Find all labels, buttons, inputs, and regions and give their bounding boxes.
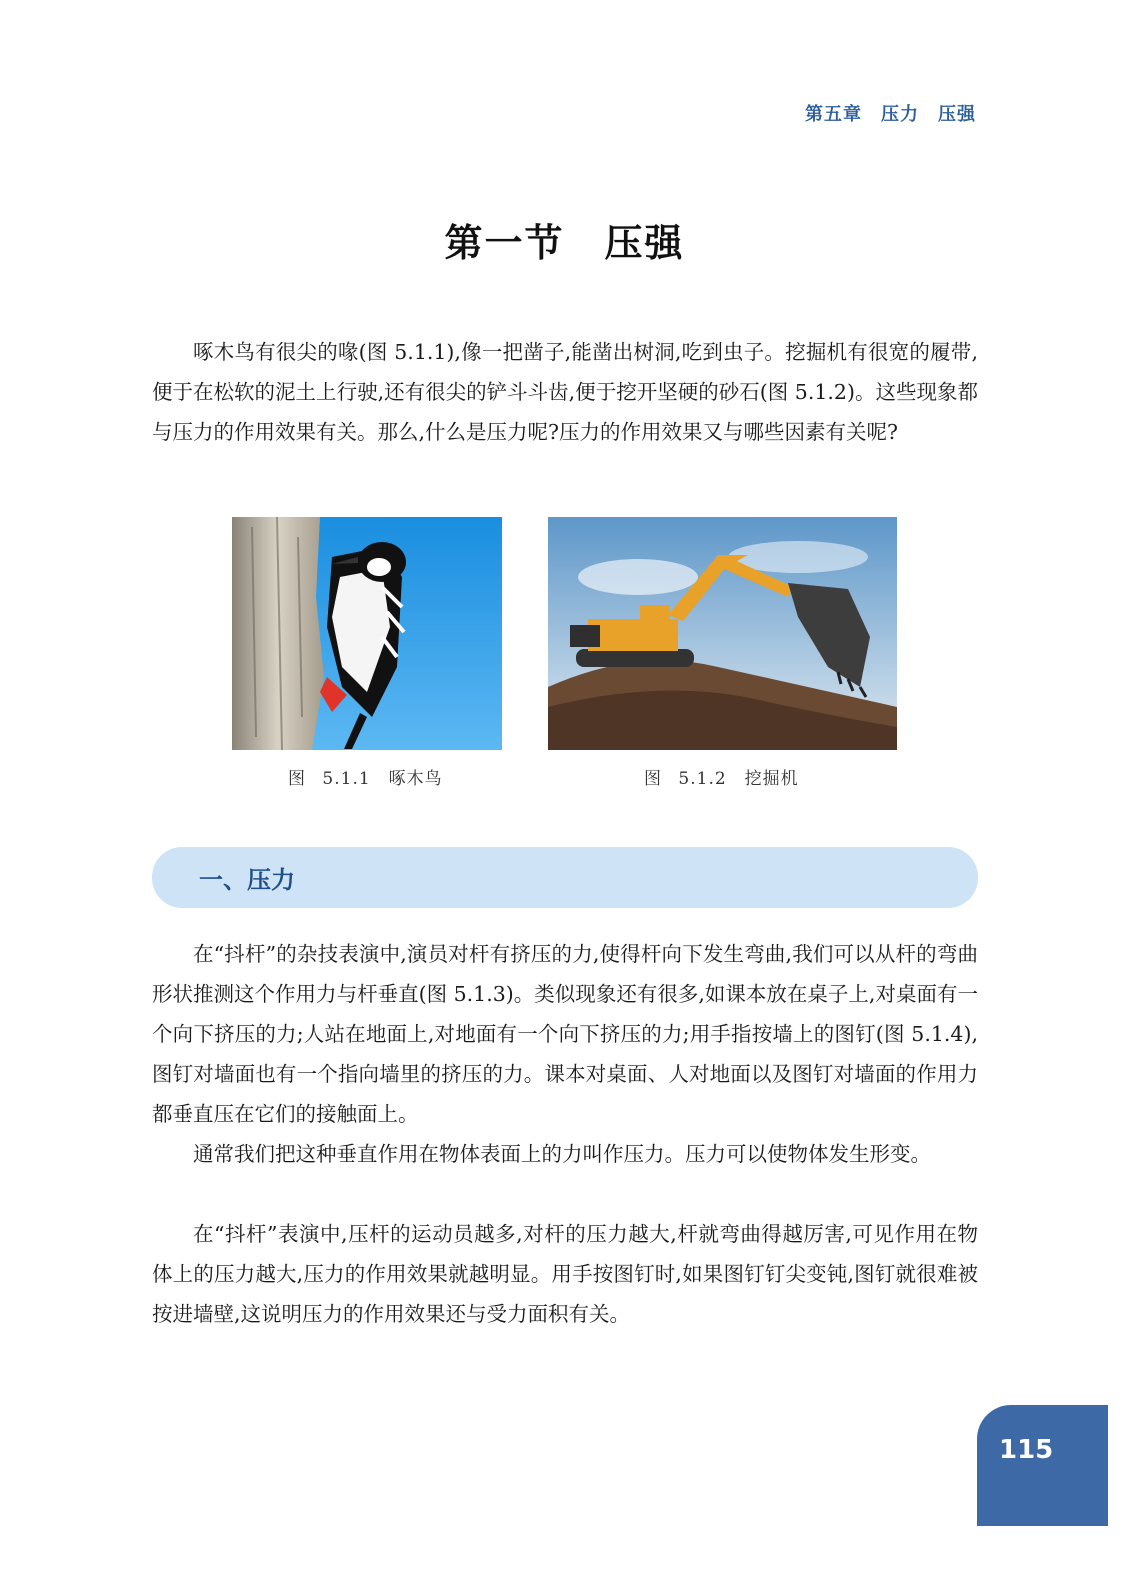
intro-paragraph: 啄木鸟有很尖的喙(图 5.1.1),像一把凿子,能凿出树洞,吃到虫子。挖掘机有很宽的履带,便于在松软的泥土上行驶,还有很尖的铲斗斗齿,便于挖开坚硬的砂石(图 5.1.2)。这些现象都与压力的作用效果有关。那么,什么是压力呢?压力的作用效果又与哪些因素有关呢? [152, 340, 978, 444]
woodpecker-photo [232, 517, 502, 750]
page-number-tab [977, 1405, 1108, 1526]
page-number: 115 [999, 1435, 1054, 1465]
section-title: 第一节 压强 [444, 221, 685, 265]
chapter-header: 第五章 压力 压强 [805, 104, 976, 125]
subsection-title: 一、压力 [199, 866, 295, 894]
excavator-photo [548, 517, 897, 750]
body-paragraph: 在“抖杆”表演中,压杆的运动员越多,对杆的压力越大,杆就弯曲得越厉害,可见作用在物体上的压力越大,压力的作用效果就越明显。用手按图钉时,如果图钉钉尖变钝,图钉就很难被按进墙壁,这说明压力的作用效果还与受力面积有关。 [152, 1222, 978, 1326]
subsection-header [152, 847, 978, 908]
body-paragraph: 通常我们把这种垂直作用在物体表面上的力叫作压力。压力可以使物体发生形变。 [193, 1142, 931, 1166]
figure-caption-woodpecker: 图 5.1.1 啄木鸟 [288, 769, 443, 789]
figure-caption-excavator: 图 5.1.2 挖掘机 [644, 769, 799, 789]
body-paragraph: 在“抖杆”的杂技表演中,演员对杆有挤压的力,使得杆向下发生弯曲,我们可以从杆的弯曲形状推测这个作用力与杆垂直(图 5.1.3)。类似现象还有很多,如课本放在桌子上,对桌面有一个向下挤压的力;人站在地面上,对地面有一个向下挤压的力;用手指按墙上的图钉(图 5.1.4),图钉对墙面也有一个指向墙里的挤压的力。课本对桌面、人对地面以及图钉对墙面的作用力都垂直压在它们的接触面上。 [152, 942, 978, 1126]
